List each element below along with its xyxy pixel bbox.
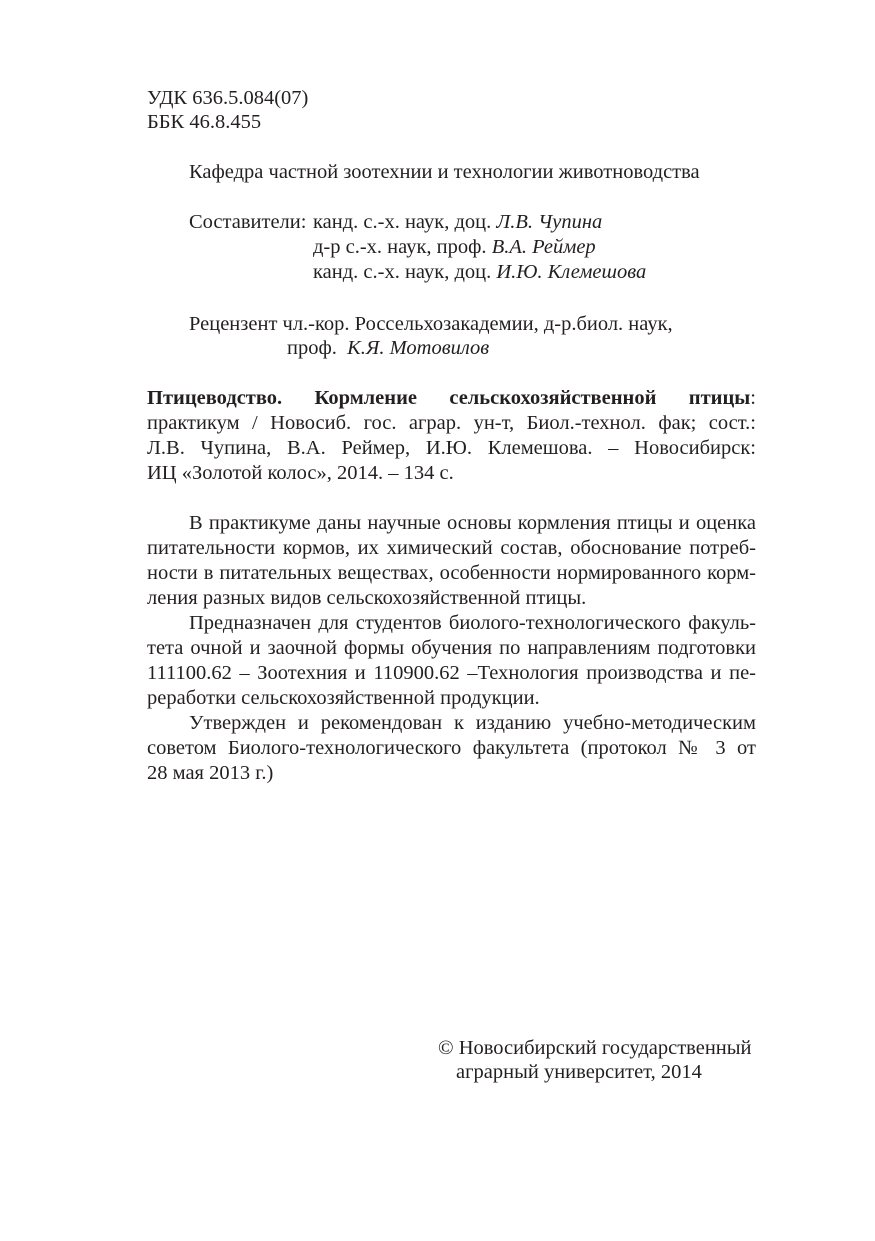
compiler-1-degree: канд. с.-х. наук, доц. [313, 211, 492, 233]
bibliography-line: Л.В. Чупина, В.А. Реймер, И.Ю. Клемешова. – Новосибирск: [147, 437, 756, 459]
reviewer-name: К.Я. Мотовилов [347, 337, 490, 359]
compiler-3 [313, 260, 646, 285]
bibliography-line: практикум / Новосиб. гос. аграр. ун-т, Биол.-технол. фак; сост.: [147, 412, 756, 434]
purpose-line: Предназначен для студентов биолого-технологического факуль- [189, 612, 756, 634]
purpose-line: реработки сельскохозяйственной продукции. [147, 687, 540, 709]
compilers-label: Составители: [189, 211, 307, 233]
department-line: Кафедра частной зоотехнии и технологии животноводства [189, 161, 700, 183]
approval-line: 28 мая 2013 г.) [147, 762, 274, 784]
compiler-3-name: И.Ю. Клемешова [496, 261, 647, 283]
bbk-code: ББК 46.8.455 [147, 111, 262, 133]
compiler-1 [313, 210, 602, 235]
compiler-2-degree: д-р с.-х. наук, проф. [313, 236, 487, 258]
reviewer-title: проф. [287, 337, 337, 359]
bibliography-line: ИЦ «Золотой колос», 2014. – 134 с. [147, 462, 454, 484]
purpose-line: тета очной и заочной формы обучения по направлениям подготовки [147, 637, 756, 659]
approval-line: Утвержден и рекомендован к изданию учебно-методическим [189, 712, 756, 734]
abstract-line: ности в питательных веществах, особенности нормированного корм- [147, 562, 756, 584]
compiler-2 [313, 235, 596, 260]
reviewer-name-line [287, 336, 489, 361]
copyright-line: © Новосибирский государственный [438, 1037, 752, 1059]
compiler-2-name: В.А. Реймер [491, 236, 596, 258]
purpose-line: 111100.62 – Зоотехния и 110900.62 –Технология производства и пе- [147, 662, 756, 684]
abstract-line: В практикуме даны научные основы кормления птицы и оценка [189, 512, 756, 534]
abstract-line: питательности кормов, их химический состав, обоснование потреб- [147, 537, 756, 559]
compiler-3-degree: канд. с.-х. наук, доц. [313, 261, 492, 283]
bibliography-title-line [147, 386, 756, 411]
book-title: Птицеводство. Кормление сельскохозяйственной птицы [147, 387, 751, 409]
approval-line: советом Биолого-технологического факультета (протокол № 3 от [147, 737, 756, 759]
abstract-line: ления разных видов сельскохозяйственной птицы. [147, 587, 587, 609]
compiler-1-name: Л.В. Чупина [496, 211, 603, 233]
udk-code: УДК 636.5.084(07) [147, 87, 309, 109]
copyright-line: аграрный университет, 2014 [456, 1061, 702, 1083]
reviewer-line: Рецензент чл.-кор. Россельхозакадемии, д-р.биол. наук, [189, 313, 673, 335]
title-colon: : [750, 387, 756, 409]
